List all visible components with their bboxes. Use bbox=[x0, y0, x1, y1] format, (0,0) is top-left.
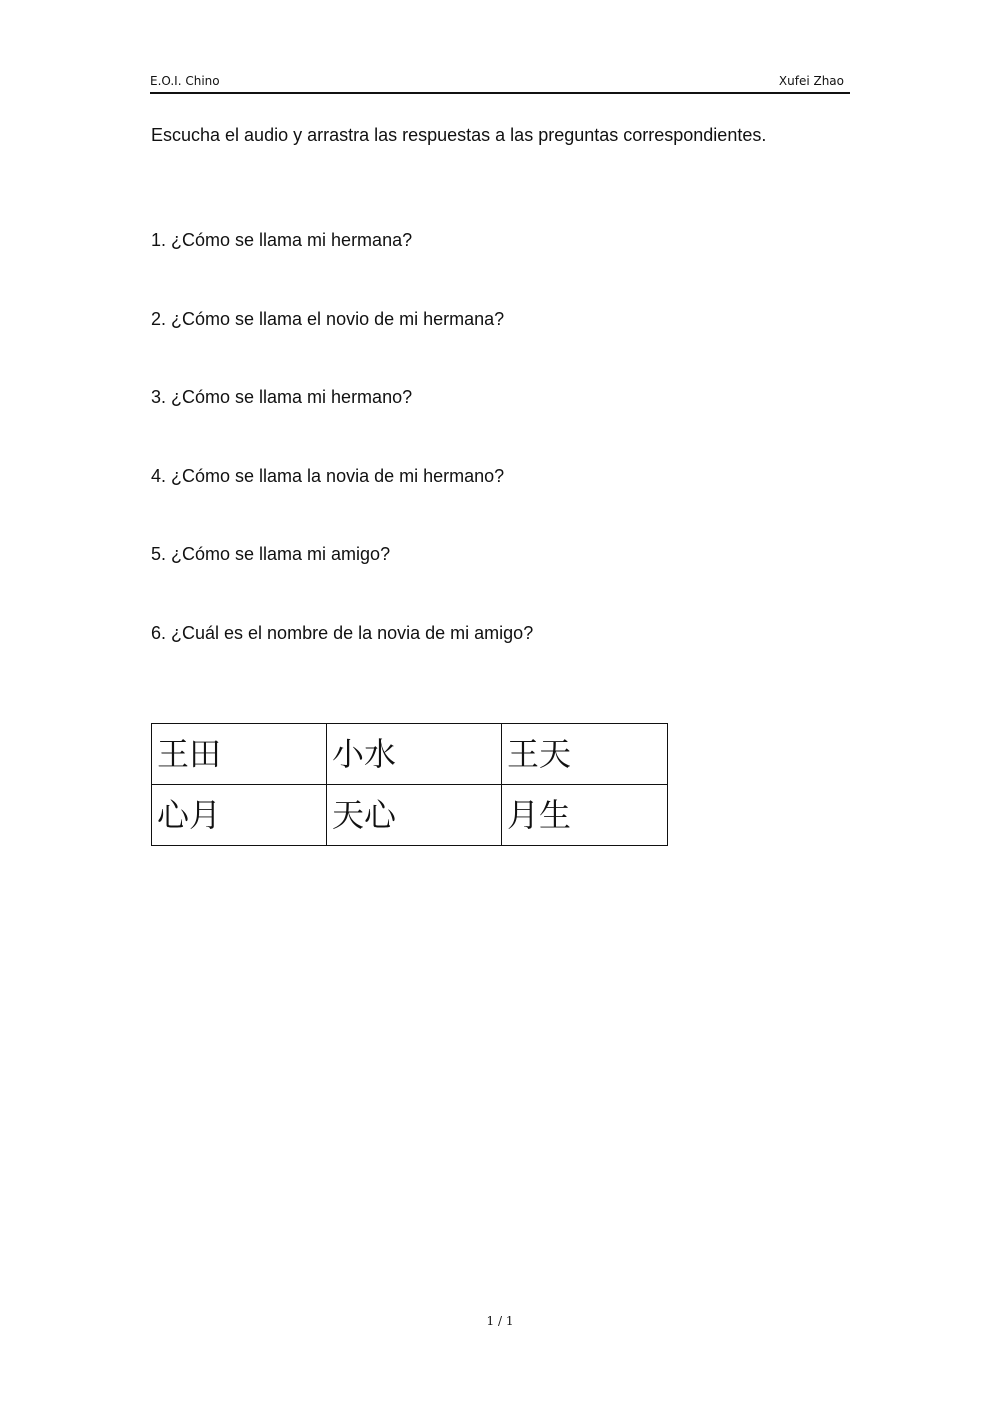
answer-option[interactable]: 月生 bbox=[502, 785, 668, 846]
course-name: E.O.I. Chino bbox=[150, 74, 220, 88]
answer-bank-table bbox=[151, 723, 668, 846]
answer-row-1 bbox=[152, 724, 668, 785]
answer-option[interactable]: 王田 bbox=[152, 724, 327, 785]
answer-row-2 bbox=[152, 785, 668, 846]
page-header bbox=[150, 72, 850, 94]
author-name: Xufei Zhao bbox=[778, 74, 844, 88]
question-2[interactable]: 2. ¿Cómo se llama el novio de mi hermana? bbox=[151, 309, 505, 329]
question-3[interactable]: 3. ¿Cómo se llama mi hermano? bbox=[151, 387, 413, 407]
answer-option[interactable]: 天心 bbox=[327, 785, 502, 846]
instructions-text: Escucha el audio y arrastra las respuestas a las preguntas correspondientes. bbox=[151, 125, 767, 145]
question-1[interactable]: 1. ¿Cómo se llama mi hermana? bbox=[151, 230, 413, 250]
question-6[interactable]: 6. ¿Cuál es el nombre de la novia de mi amigo? bbox=[151, 623, 534, 643]
question-4[interactable]: 4. ¿Cómo se llama la novia de mi hermano? bbox=[151, 466, 505, 486]
answer-option[interactable]: 王天 bbox=[502, 724, 668, 785]
answer-option[interactable]: 小水 bbox=[327, 724, 502, 785]
answer-option[interactable]: 心月 bbox=[152, 785, 327, 846]
page-number: 1 / 1 bbox=[486, 1314, 514, 1328]
question-5[interactable]: 5. ¿Cómo se llama mi amigo? bbox=[151, 544, 391, 564]
